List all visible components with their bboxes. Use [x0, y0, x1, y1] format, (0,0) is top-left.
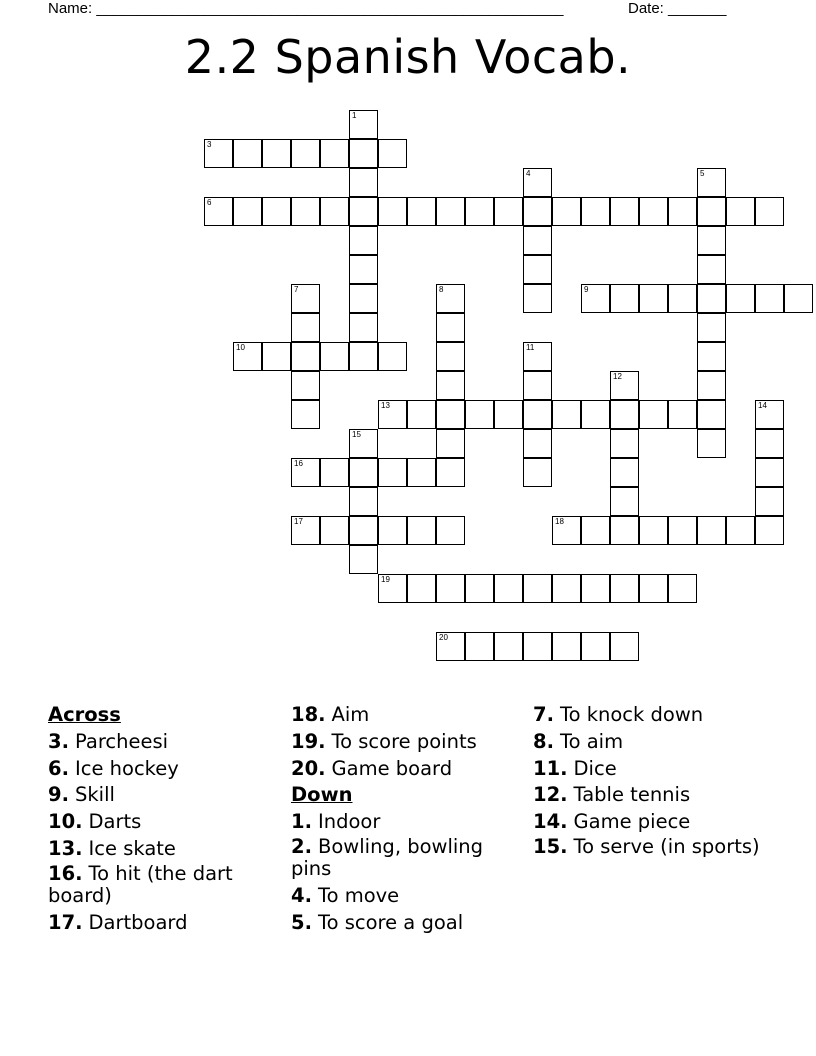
clue-down-11: 11. Dice: [533, 756, 617, 780]
grid-cell[interactable]: [349, 429, 378, 458]
grid-cell[interactable]: [349, 545, 378, 574]
grid-cell[interactable]: [349, 516, 378, 545]
grid-cell[interactable]: [349, 458, 378, 487]
grid-cell[interactable]: [204, 139, 233, 168]
grid-cell[interactable]: [378, 139, 407, 168]
clue-number-label: 12: [613, 372, 622, 381]
grid-cell[interactable]: [436, 371, 465, 400]
grid-cell[interactable]: [378, 400, 407, 429]
grid-cell[interactable]: [755, 400, 784, 429]
grid-cell[interactable]: [233, 342, 262, 371]
clues-column-3: [533, 702, 773, 861]
grid-cell[interactable]: [349, 342, 378, 371]
grid-cell[interactable]: [407, 574, 436, 603]
grid-cell[interactable]: [436, 313, 465, 342]
grid-cell[interactable]: [465, 574, 494, 603]
grid-cell[interactable]: [697, 168, 726, 197]
grid-cell[interactable]: [349, 110, 378, 139]
grid-cell[interactable]: [610, 284, 639, 313]
grid-cell[interactable]: [610, 429, 639, 458]
clue-number-label: 17: [294, 517, 303, 526]
grid-cell[interactable]: [291, 458, 320, 487]
grid-cell[interactable]: [697, 429, 726, 458]
grid-cell[interactable]: [668, 574, 697, 603]
grid-cell[interactable]: [262, 139, 291, 168]
grid-cell[interactable]: [697, 400, 726, 429]
grid-cell[interactable]: [291, 516, 320, 545]
clues-column-1: [48, 702, 278, 937]
date-field-label: Date: _______: [628, 0, 727, 17]
grid-cell[interactable]: [494, 632, 523, 661]
grid-cell[interactable]: [349, 487, 378, 516]
clue-down-8: 8. To aim: [533, 729, 624, 753]
grid-cell[interactable]: [378, 516, 407, 545]
grid-cell[interactable]: [581, 400, 610, 429]
grid-cell[interactable]: [262, 342, 291, 371]
clue-number-label: 15: [352, 430, 361, 439]
grid-cell[interactable]: [552, 400, 581, 429]
clue-across-3: 3. Parcheesi: [48, 729, 169, 753]
grid-cell[interactable]: [436, 197, 465, 226]
grid-cell[interactable]: [204, 197, 233, 226]
clue-number-label: 7: [294, 285, 299, 294]
grid-cell[interactable]: [320, 458, 349, 487]
grid-cell[interactable]: [378, 458, 407, 487]
grid-cell[interactable]: [610, 400, 639, 429]
grid-cell[interactable]: [291, 342, 320, 371]
clue-across-16: 16. To hit (the dart board): [48, 861, 233, 907]
grid-cell[interactable]: [639, 284, 668, 313]
grid-cell[interactable]: [697, 226, 726, 255]
grid-cell[interactable]: [697, 342, 726, 371]
grid-cell[interactable]: [436, 342, 465, 371]
clue-down-2: 2. Bowling, bowling pins: [291, 834, 484, 880]
grid-cell[interactable]: [523, 632, 552, 661]
grid-cell[interactable]: [349, 284, 378, 313]
grid-cell[interactable]: [581, 197, 610, 226]
grid-cell[interactable]: [465, 632, 494, 661]
clue-across-10: 10. Darts: [48, 810, 142, 834]
clue-number-label: 4: [526, 169, 531, 178]
grid-cell[interactable]: [349, 226, 378, 255]
clue-across-17: 17. Dartboard: [48, 910, 188, 934]
grid-cell[interactable]: [349, 313, 378, 342]
grid-cell[interactable]: [494, 400, 523, 429]
grid-cell[interactable]: [436, 574, 465, 603]
grid-cell[interactable]: [552, 632, 581, 661]
grid-cell[interactable]: [697, 371, 726, 400]
grid-cell[interactable]: [494, 197, 523, 226]
grid-cell[interactable]: [639, 574, 668, 603]
grid-cell[interactable]: [552, 197, 581, 226]
grid-cell[interactable]: [697, 313, 726, 342]
grid-cell[interactable]: [349, 255, 378, 284]
clue-number-label: 13: [381, 401, 390, 410]
grid-cell[interactable]: [523, 429, 552, 458]
grid-cell[interactable]: [726, 284, 755, 313]
grid-cell[interactable]: [610, 197, 639, 226]
grid-cell[interactable]: [784, 284, 813, 313]
grid-cell[interactable]: [581, 516, 610, 545]
grid-cell[interactable]: [639, 400, 668, 429]
clue-down-5: 5. To score a goal: [291, 910, 464, 934]
grid-cell[interactable]: [233, 197, 262, 226]
grid-cell[interactable]: [291, 371, 320, 400]
grid-cell[interactable]: [436, 458, 465, 487]
name-field-label: Name: ________________________________________________________: [48, 0, 564, 17]
grid-cell[interactable]: [697, 255, 726, 284]
grid-cell[interactable]: [610, 516, 639, 545]
grid-cell[interactable]: [407, 516, 436, 545]
grid-cell[interactable]: [291, 313, 320, 342]
page-title: 2.2 Spanish Vocab.: [184, 30, 632, 84]
grid-cell[interactable]: [465, 400, 494, 429]
grid-cell[interactable]: [523, 226, 552, 255]
clue-down-1: 1. Indoor: [291, 810, 381, 834]
clue-number-label: 19: [381, 575, 390, 584]
grid-cell[interactable]: [291, 197, 320, 226]
grid-cell[interactable]: [494, 574, 523, 603]
grid-cell[interactable]: [291, 400, 320, 429]
grid-cell[interactable]: [697, 284, 726, 313]
grid-cell[interactable]: [755, 284, 784, 313]
grid-cell[interactable]: [349, 139, 378, 168]
grid-cell[interactable]: [320, 516, 349, 545]
grid-cell[interactable]: [436, 632, 465, 661]
grid-cell[interactable]: [407, 458, 436, 487]
grid-cell[interactable]: [755, 487, 784, 516]
clues-column-2: [291, 702, 521, 937]
grid-cell[interactable]: [320, 342, 349, 371]
grid-cell[interactable]: [755, 458, 784, 487]
clue-number-label: 20: [439, 633, 448, 642]
grid-cell[interactable]: [610, 371, 639, 400]
clue-number-label: 6: [207, 198, 212, 207]
grid-cell[interactable]: [436, 516, 465, 545]
clue-across-6: 6. Ice hockey: [48, 756, 179, 780]
grid-cell[interactable]: [523, 342, 552, 371]
clue-number-label: 3: [207, 140, 212, 149]
clue-across-18: 18. Aim: [291, 703, 370, 726]
grid-cell[interactable]: [668, 197, 697, 226]
clue-number-label: 14: [758, 401, 767, 410]
grid-cell[interactable]: [407, 400, 436, 429]
grid-cell[interactable]: [610, 458, 639, 487]
grid-cell[interactable]: [581, 632, 610, 661]
grid-cell[interactable]: [668, 284, 697, 313]
grid-cell[interactable]: [610, 574, 639, 603]
clue-number-label: 11: [526, 343, 535, 352]
grid-cell[interactable]: [436, 400, 465, 429]
grid-cell[interactable]: [291, 139, 320, 168]
grid-cell[interactable]: [523, 574, 552, 603]
grid-cell[interactable]: [465, 197, 494, 226]
grid-cell[interactable]: [610, 632, 639, 661]
grid-cell[interactable]: [523, 400, 552, 429]
grid-cell[interactable]: [523, 458, 552, 487]
grid-cell[interactable]: [320, 197, 349, 226]
grid-cell[interactable]: [349, 197, 378, 226]
grid-cell[interactable]: [378, 574, 407, 603]
grid-cell[interactable]: [668, 516, 697, 545]
grid-cell[interactable]: [697, 516, 726, 545]
grid-cell[interactable]: [552, 516, 581, 545]
grid-cell[interactable]: [349, 168, 378, 197]
clue-number-label: 9: [584, 285, 589, 294]
grid-cell[interactable]: [523, 255, 552, 284]
grid-cell[interactable]: [755, 516, 784, 545]
clue-number-label: 16: [294, 459, 303, 468]
grid-cell[interactable]: [523, 197, 552, 226]
grid-cell[interactable]: [639, 197, 668, 226]
clue-number-label: 18: [555, 517, 564, 526]
grid-cell[interactable]: [378, 197, 407, 226]
grid-cell[interactable]: [320, 139, 349, 168]
clue-across-13: 13. Ice skate: [48, 836, 176, 860]
down-heading: Down: [291, 783, 353, 807]
grid-cell[interactable]: [639, 516, 668, 545]
grid-cell[interactable]: [726, 516, 755, 545]
clue-down-15: 15. To serve (in sports): [533, 834, 760, 858]
grid-cell[interactable]: [755, 197, 784, 226]
grid-cell[interactable]: [436, 429, 465, 458]
across-heading: Across: [48, 703, 121, 726]
grid-cell[interactable]: [581, 574, 610, 603]
clue-down-12: 12. Table tennis: [533, 783, 691, 807]
grid-cell[interactable]: [407, 197, 436, 226]
grid-cell[interactable]: [668, 400, 697, 429]
clue-number-label: 10: [236, 343, 245, 352]
grid-cell[interactable]: [233, 139, 262, 168]
grid-cell[interactable]: [436, 284, 465, 313]
clue-number-label: 5: [700, 169, 705, 178]
clue-down-7: 7. To knock down: [533, 703, 704, 726]
grid-cell[interactable]: [726, 197, 755, 226]
clue-number-label: 8: [439, 285, 444, 294]
clue-down-4: 4. To move: [291, 883, 400, 907]
grid-cell[interactable]: [697, 197, 726, 226]
grid-cell[interactable]: [378, 342, 407, 371]
clue-across-20: 20. Game board: [291, 756, 453, 780]
grid-cell[interactable]: [755, 429, 784, 458]
clue-down-14: 14. Game piece: [533, 810, 691, 834]
grid-cell[interactable]: [523, 168, 552, 197]
clue-across-19: 19. To score points: [291, 729, 477, 753]
grid-cell[interactable]: [523, 284, 552, 313]
clue-across-9: 9. Skill: [48, 783, 115, 807]
grid-cell[interactable]: [610, 487, 639, 516]
grid-cell[interactable]: [262, 197, 291, 226]
grid-cell[interactable]: [581, 284, 610, 313]
grid-cell[interactable]: [291, 284, 320, 313]
grid-cell[interactable]: [523, 371, 552, 400]
grid-cell[interactable]: [552, 574, 581, 603]
clue-number-label: 1: [352, 111, 357, 120]
